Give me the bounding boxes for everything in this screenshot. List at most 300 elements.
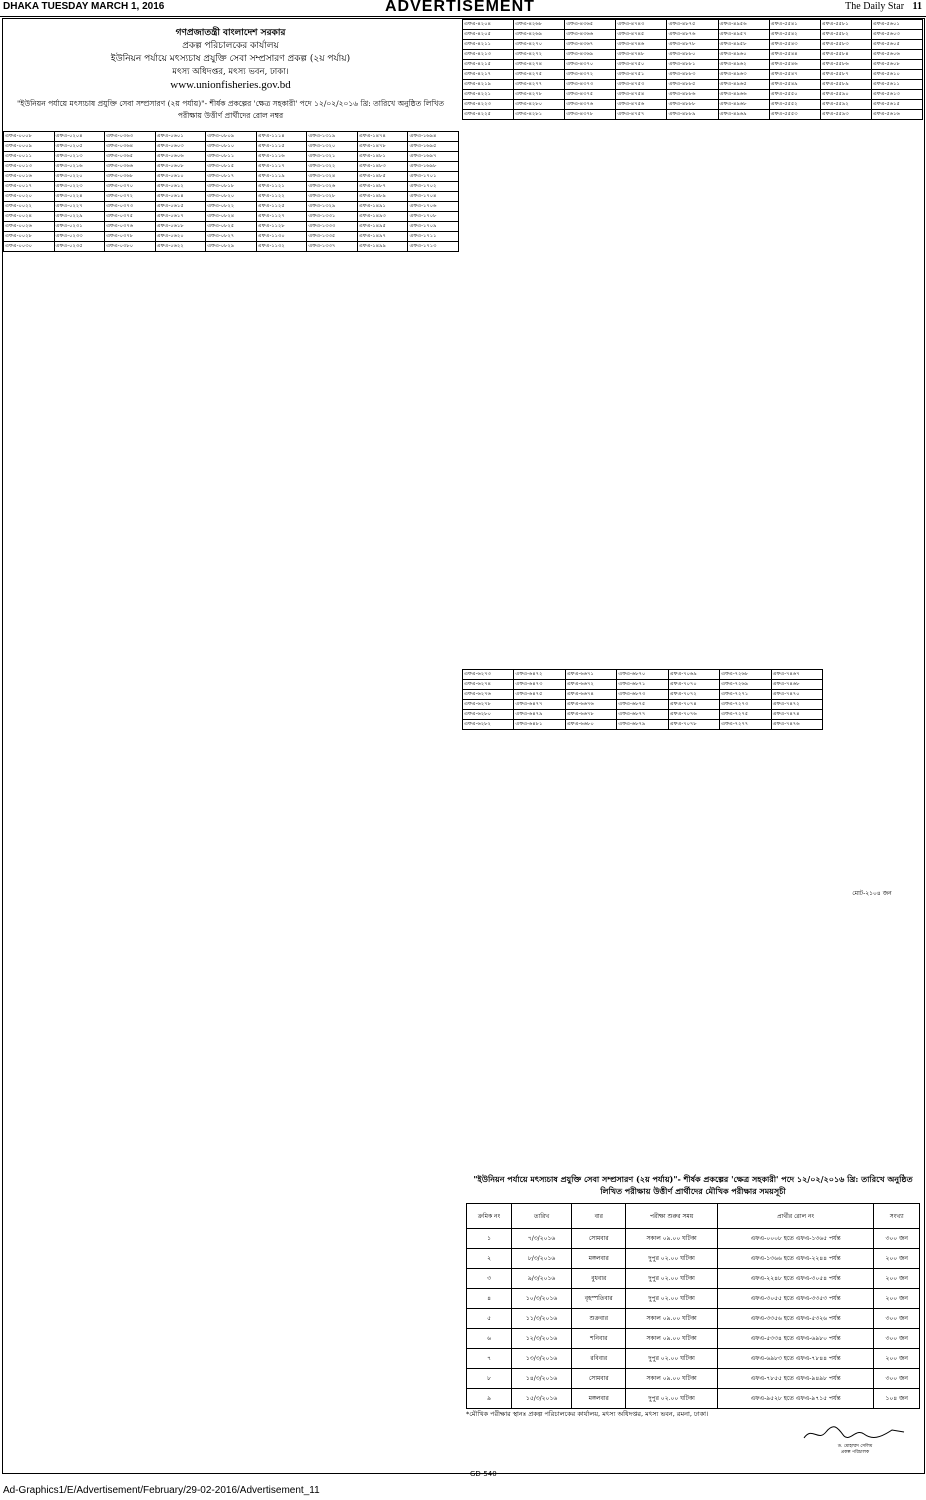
roll-number-cell: এফএ-৭০৭২ bbox=[669, 690, 720, 700]
roll-number-cell: এফএ-০০২২ bbox=[4, 202, 55, 212]
roll-number-cell: এফএ-১৪৮৭ bbox=[358, 182, 409, 192]
roll-number-cell: এফএ-৭২৭৫ bbox=[720, 710, 771, 720]
roll-number-cell: এফএ-০২৩৩ bbox=[55, 232, 106, 242]
roll-number-cell: এফএ-৪২১৩ bbox=[463, 50, 514, 60]
roll-number-cell: এফএ-৫৫৪২ bbox=[770, 30, 821, 40]
roll-number-cell: এফএ-০৩৬৪ bbox=[105, 142, 156, 152]
venue-note: *মৌখিক পরীক্ষার স্থানঃ প্রকল্প পরিচালকের কার্যালয়, মৎস্য অধিদপ্তর, মৎস্য ভবন, রমনা, ঢাকা। bbox=[466, 1410, 709, 1418]
schedule-cell: ৩০০ জন bbox=[874, 1229, 920, 1249]
col-date: তারিখ bbox=[512, 1204, 572, 1229]
signatory-name: ড. মোহাম্মদ সেলিম bbox=[837, 1444, 873, 1449]
page-number: 11 bbox=[912, 1, 922, 12]
roll-number-cell: এফএ-৬৮৭৭ bbox=[617, 710, 668, 720]
roll-number-cell: এফএ-৪২১৯ bbox=[463, 80, 514, 90]
roll-number-cell: এফএ-০০৩০ bbox=[4, 242, 55, 252]
roll-number-cell: এফএ-৭০৬৯ bbox=[669, 670, 720, 680]
col-serial: ক্রমিক নং bbox=[467, 1204, 512, 1229]
roll-number-cell: এফএ-০০০৯ bbox=[4, 142, 55, 152]
roll-number-cell: এফএ-৫৫৯৩ bbox=[821, 110, 872, 120]
roll-number-cell: এফএ-১১৩০ bbox=[257, 232, 308, 242]
paper-name bbox=[845, 1, 922, 12]
roll-number-cell: এফএ-১৭০৪ bbox=[408, 192, 459, 202]
schedule-cell: ৭/৩/২০১৬ bbox=[512, 1229, 572, 1249]
col-count: সংখ্যা bbox=[874, 1204, 920, 1229]
roll-number-cell: এফএ-৫৫৪৭ bbox=[770, 70, 821, 80]
roll-number-cell: এফএ-১৭০৯ bbox=[408, 222, 459, 232]
roll-number-cell: এফএ-৬৬৭২ bbox=[566, 680, 617, 690]
roll-number-cell: এফএ-০৮০৯ bbox=[206, 132, 257, 142]
roll-number-cell: এফএ-৪৯৫৬ bbox=[719, 20, 770, 30]
roll-number-cell: এফএ-৪৮৮৩ bbox=[667, 70, 718, 80]
roll-number-cell: এফএ-০৮২৭ bbox=[206, 232, 257, 242]
roll-number-cell: এফএ-৪৭৪৬ bbox=[616, 40, 667, 50]
schedule-cell: দুপুর ০২.০০ ঘটিকা bbox=[626, 1249, 717, 1269]
roll-number-cell: এফএ-৫৬১৬ bbox=[872, 110, 923, 120]
schedule-cell: ২০০ জন bbox=[874, 1249, 920, 1269]
roll-number-cell: এফএ-৬৮৭১ bbox=[617, 680, 668, 690]
schedule-cell: সোমবার bbox=[572, 1369, 626, 1389]
roll-number-cell: এফএ-১৪৮৯ bbox=[358, 192, 409, 202]
roll-number-cell: এফএ-৪৯৫৮ bbox=[719, 40, 770, 50]
roll-number-cell: এফএ-৪২৭৮ bbox=[514, 90, 565, 100]
roll-number-cell: এফএ-১৭০৮ bbox=[408, 212, 459, 222]
roll-number-cell: এফএ-০০২০ bbox=[4, 192, 55, 202]
roll-number-cell: এফএ-৬৪৭৫ bbox=[514, 690, 565, 700]
roll-number-cell: এফএ-৪২১১ bbox=[463, 40, 514, 50]
roll-number-cell: এফএ-৪৭৫৭ bbox=[616, 110, 667, 120]
roll-number-cell: এফএ-০৬২২ bbox=[156, 242, 207, 252]
roll-number-cell: এফএ-১১২৭ bbox=[257, 212, 308, 222]
roll-number-cell: এফএ-৫৫৮১ bbox=[821, 20, 872, 30]
roll-number-cell: এফএ-৪২৭৭ bbox=[514, 80, 565, 90]
roll-number-cell: এফএ-৪২৭০ bbox=[514, 40, 565, 50]
schedule-cell: দুপুর ০২.০০ ঘটিকা bbox=[626, 1269, 717, 1289]
roll-number-cell: এফএ-৪৩৭৬ bbox=[565, 100, 616, 110]
roll-number-cell: এফএ-৬৪৭৯ bbox=[514, 710, 565, 720]
roll-number-cell: এফএ-৬৬৭৪ bbox=[566, 690, 617, 700]
roll-number-cell: এফএ-৪৭৫১ bbox=[616, 70, 667, 80]
roll-number-cell: এফএ-৫৬০১ bbox=[872, 20, 923, 30]
roll-number-cell: এফএ-১১১৬ bbox=[257, 152, 308, 162]
roll-number-cell: এফএ-৪৭৪৮ bbox=[616, 50, 667, 60]
schedule-cell: ৪ bbox=[467, 1289, 512, 1309]
roll-number-cell: এফএ-৪৮৮৬ bbox=[667, 90, 718, 100]
roll-number-cell: এফএ-১৩২৯ bbox=[307, 202, 358, 212]
roll-number-cell: এফএ-৪৮৮৮ bbox=[667, 100, 718, 110]
project-line: ইউনিয়ন পর্যায়ে মৎস্যচাষ প্রযুক্তি সেবা সম্প্রসারণ প্রকল্প (২য় পর্যায়) bbox=[110, 54, 351, 64]
roll-number-cell: এফএ-৪২৭২ bbox=[514, 50, 565, 60]
roll-number-cell: এফএ-০২১৩ bbox=[55, 152, 106, 162]
roll-number-cell: এফএ-৭২৭৭ bbox=[720, 720, 771, 730]
roll-number-cell: এফএ-৪২৬৯ bbox=[514, 30, 565, 40]
schedule-cell: এফএ-৯৫২৮ হতে এফএ-৯৭১৫ পর্যন্ত bbox=[717, 1389, 874, 1409]
schedule-cell: ৩ bbox=[467, 1269, 512, 1289]
schedule-row bbox=[467, 1249, 920, 1269]
section-title: ADVERTISEMENT bbox=[385, 0, 535, 15]
roll-number-cell: এফএ-০৩৭২ bbox=[105, 192, 156, 202]
roll-number-cell: এফএ-৫৫৪৪ bbox=[770, 50, 821, 60]
roll-number-cell: এফএ-১৪৯৭ bbox=[358, 232, 409, 242]
roll-number-cell: এফএ-০২৩৫ bbox=[55, 242, 106, 252]
schedule-cell: সকাল ০৯.০০ ঘটিকা bbox=[626, 1369, 717, 1389]
roll-number-cell: এফএ-০৬০৩ bbox=[156, 142, 207, 152]
roll-number-cell: এফএ-৫৫৫০ bbox=[770, 90, 821, 100]
roll-number-cell: এফএ-০২২০ bbox=[55, 172, 106, 182]
roll-number-cell: এফএ-৬৪৭৭ bbox=[514, 700, 565, 710]
roll-number-cell: এফএ-৭২৭১ bbox=[720, 690, 771, 700]
roll-number-cell: এফএ-৬৪৭২ bbox=[514, 670, 565, 680]
roll-number-cell: এফএ-০৮২৫ bbox=[206, 222, 257, 232]
roll-number-cell: এফএ-৬৪৭৩ bbox=[514, 680, 565, 690]
roll-number-cell: এফএ-৪২১৭ bbox=[463, 70, 514, 80]
roll-number-cell: এফএ-৭০৭০ bbox=[669, 680, 720, 690]
roll-number-cell: এফএ-৬৮৭৫ bbox=[617, 700, 668, 710]
schedule-cell: ৫ bbox=[467, 1309, 512, 1329]
roll-number-cell: এফএ-০০১৭ bbox=[4, 182, 55, 192]
roll-number-cell: এফএ-১১২৮ bbox=[257, 222, 308, 232]
roll-number-cell: এফএ-৫৫৮৪ bbox=[821, 50, 872, 60]
roll-number-cell: এফএ-০৬১৮ bbox=[156, 222, 207, 232]
roll-number-cell: এফএ-৪৯৬৮ bbox=[719, 100, 770, 110]
footer-path: Ad-Graphics1/E/Advertisement/February/29-02-2016/Advertisement_11 bbox=[3, 1485, 320, 1496]
viva-schedule-table bbox=[466, 1203, 920, 1409]
roll-number-cell: এফএ-৫৫৫৩ bbox=[770, 110, 821, 120]
roll-number-cell: এফএ-১৬৯৮ bbox=[408, 162, 459, 172]
roll-number-cell: এফএ-৬৬৭৮ bbox=[566, 710, 617, 720]
schedule-cell: সকাল ০৯.০০ ঘটিকা bbox=[626, 1309, 717, 1329]
roll-number-cell: এফএ-১৪৯৩ bbox=[358, 212, 409, 222]
roll-number-cell: এফএ-০০১১ bbox=[4, 152, 55, 162]
roll-number-cell: এফএ-০৩৭৬ bbox=[105, 222, 156, 232]
notice-subtitle: "ইউনিয়ন পর্যায়ে মৎস্যচাষ প্রযুক্তি সেবা সম্প্রসারণ (২য় পর্যায়)"- শীর্ষক প্রকল্পের 'ক্ষেত্র সহকারী' পদে ১২/০২/২০১৬ খ্রি: তারিখে অনুষ্ঠিত লিখিত পরীক্ষায় উত্তীর্ণ প্রার্থীদের রোল নম্বর bbox=[16, 99, 445, 120]
roll-number-cell: এফএ-০৬১২ bbox=[156, 182, 207, 192]
schedule-cell: সকাল ০৯.০০ ঘটিকা bbox=[626, 1229, 717, 1249]
roll-number-cell: এফএ-৪৯৬২ bbox=[719, 60, 770, 70]
schedule-cell: বুধবার bbox=[572, 1269, 626, 1289]
roll-number-cell: এফএ-০৩৬৩ bbox=[105, 132, 156, 142]
roll-number-cell: এফএ-৪৩৬৬ bbox=[565, 30, 616, 40]
roll-number-cell: এফএ-০৩৮০ bbox=[105, 242, 156, 252]
roll-number-cell: এফএ-১৪৯১ bbox=[358, 202, 409, 212]
roll-number-cell: এফএ-১৩২৪ bbox=[307, 172, 358, 182]
website-link[interactable]: www.unionfisheries.gov.bd bbox=[170, 79, 291, 91]
roll-number-cell: এফএ-৬৮৭০ bbox=[617, 670, 668, 680]
schedule-row bbox=[467, 1369, 920, 1389]
roll-number-cell: এফএ-৫৫৪১ bbox=[770, 20, 821, 30]
roll-number-cell: এফএ-৫৬০৩ bbox=[872, 30, 923, 40]
roll-number-cell: এফএ-৪২৭৪ bbox=[514, 60, 565, 70]
signature-block bbox=[790, 1444, 920, 1456]
roll-number-cell: এফএ-৫৫৫২ bbox=[770, 100, 821, 110]
roll-number-cell: এফএ-০২৩১ bbox=[55, 222, 106, 232]
roll-number-cell: এফএ-৪৮৭৫ bbox=[667, 20, 718, 30]
schedule-row bbox=[467, 1389, 920, 1409]
schedule-cell: ৮/৩/২০১৬ bbox=[512, 1249, 572, 1269]
roll-number-cell: এফএ-০৩৭৫ bbox=[105, 212, 156, 222]
schedule-cell: সোমবার bbox=[572, 1229, 626, 1249]
schedule-cell: ১০৪ জন bbox=[874, 1389, 920, 1409]
roll-number-cell: এফএ-৬২৭৩ bbox=[463, 670, 514, 680]
roll-number-cell: এফএ-১৩৩৩ bbox=[307, 222, 358, 232]
roll-number-cell: এফএ-৪৯৫৭ bbox=[719, 30, 770, 40]
roll-number-cell: এফএ-১৩২৮ bbox=[307, 192, 358, 202]
roll-number-cell: এফএ-৬২৮২ bbox=[463, 720, 514, 730]
roll-number-cell: এফএ-১৭০১ bbox=[408, 172, 459, 182]
roll-number-cell: এফএ-৫৫৯২ bbox=[821, 100, 872, 110]
roll-number-cell: এফএ-৪৮৭৬ bbox=[667, 30, 718, 40]
roll-number-cell: এফএ-৬৬৭৬ bbox=[566, 700, 617, 710]
dateline: DHAKA TUESDAY MARCH 1, 2016 bbox=[3, 1, 165, 12]
schedule-row bbox=[467, 1349, 920, 1369]
roll-number-cell: এফএ-৪৩৬৫ bbox=[565, 20, 616, 30]
schedule-cell: এফএ-৬৯৮৩ হতে এফএ-৭৮৪৪ পর্যন্ত bbox=[717, 1349, 874, 1369]
roll-number-cell: এফএ-৬৮৭৯ bbox=[617, 720, 668, 730]
schedule-cell: সকাল ০৯.০০ ঘটিকা bbox=[626, 1329, 717, 1349]
roll-number-cell: এফএ-৬২৭৮ bbox=[463, 700, 514, 710]
schedule-cell: ৯/৩/২০১৬ bbox=[512, 1269, 572, 1289]
roll-number-cell: এফএ-০৬১৭ bbox=[156, 212, 207, 222]
roll-number-cell: এফএ-৬৮৭৩ bbox=[617, 690, 668, 700]
roll-number-cell: এফএ-০৬১৫ bbox=[156, 202, 207, 212]
roll-number-cell: এফএ-১৭১১ bbox=[408, 232, 459, 242]
roll-number-cell: এফএ-০২০৫ bbox=[55, 142, 106, 152]
roll-number-cell: এফএ-৫৬১৩ bbox=[872, 90, 923, 100]
roll-number-cell: এফএ-১৩১৯ bbox=[307, 132, 358, 142]
schedule-row bbox=[467, 1269, 920, 1289]
roll-number-cell: এফএ-৪৮৮০ bbox=[667, 50, 718, 60]
roll-number-cell: এফএ-১৪৭৮ bbox=[358, 142, 409, 152]
roll-number-cell: এফএ-১৬৯৭ bbox=[408, 152, 459, 162]
roll-number-cell: এফএ-০৩৬৬ bbox=[105, 162, 156, 172]
roll-number-cell: এফএ-০০১৩ bbox=[4, 162, 55, 172]
roll-number-cell: এফএ-৪২০৪ bbox=[463, 20, 514, 30]
total-count: মোট-২১০৪ জন bbox=[852, 890, 892, 897]
col-time: পরীক্ষা শুরুর সময় bbox=[626, 1204, 717, 1229]
roll-table-left bbox=[3, 131, 459, 252]
roll-number-cell: এফএ-১৪৭৪ bbox=[358, 132, 409, 142]
roll-number-cell: এফএ-৭৪৭৪ bbox=[772, 710, 823, 720]
roll-number-cell: এফএ-৪৩৭০ bbox=[565, 60, 616, 70]
schedule-cell: ১৪/৩/২০১৬ bbox=[512, 1369, 572, 1389]
roll-number-cell: এফএ-৪৭৫৬ bbox=[616, 100, 667, 110]
roll-number-cell: এফএ-০৬২০ bbox=[156, 232, 207, 242]
roll-number-cell: এফএ-১৭১৩ bbox=[408, 242, 459, 252]
schedule-cell: এফএ-৫৩৩৪ হতে এফএ-৬৯৮০ পর্যন্ত bbox=[717, 1329, 874, 1349]
roll-number-cell: এফএ-৭০৭৮ bbox=[669, 720, 720, 730]
roll-number-cell: এফএ-১৪৮১ bbox=[358, 152, 409, 162]
roll-number-cell: এফএ-১১১৭ bbox=[257, 162, 308, 172]
roll-number-cell: এফএ-৪২২৩ bbox=[463, 100, 514, 110]
roll-number-cell: এফএ-৪২৬৮ bbox=[514, 20, 565, 30]
schedule-cell: এফএ-৭৮৫৫ হতে এফএ-৯৪৯৮ পর্যন্ত bbox=[717, 1369, 874, 1389]
roll-number-cell: এফএ-১১৩২ bbox=[257, 242, 308, 252]
schedule-cell: ৩০০ জন bbox=[874, 1369, 920, 1389]
roll-number-cell: এফএ-৭০৭৬ bbox=[669, 710, 720, 720]
schedule-cell: মঙ্গলবার bbox=[572, 1389, 626, 1409]
schedule-cell: ১০/৩/২০১৬ bbox=[512, 1289, 572, 1309]
roll-number-cell: এফএ-৫৫৮৬ bbox=[821, 60, 872, 70]
schedule-cell: দুপুর ০২.০০ ঘটিকা bbox=[626, 1349, 717, 1369]
roll-number-cell: এফএ-০০০৮ bbox=[4, 132, 55, 142]
roll-number-cell: এফএ-৪৯৬০ bbox=[719, 50, 770, 60]
roll-number-cell: এফএ-০৩৬৮ bbox=[105, 172, 156, 182]
roll-number-cell: এফএ-৫৫৯০ bbox=[821, 90, 872, 100]
roll-number-cell: এফএ-৫৫৮৩ bbox=[821, 40, 872, 50]
schedule-cell: ৩০০ জন bbox=[874, 1309, 920, 1329]
dept-line: মৎস্য অধিদপ্তর, মৎস্য ভবন, ঢাকা। bbox=[172, 67, 289, 77]
roll-number-cell: এফএ-০০১৬ bbox=[4, 172, 55, 182]
roll-number-cell: এফএ-৭২৬৮ bbox=[720, 670, 771, 680]
roll-number-cell: এফএ-১১১৫ bbox=[257, 142, 308, 152]
office-line: প্রকল্প পরিচালকের কার্যালয় bbox=[182, 41, 279, 51]
roll-number-cell: এফএ-০৩৭৮ bbox=[105, 232, 156, 242]
roll-number-cell: এফএ-০২২৯ bbox=[55, 212, 106, 222]
roll-number-cell: এফএ-০২২৪ bbox=[55, 192, 106, 202]
roll-number-cell: এফএ-৪২৭৫ bbox=[514, 70, 565, 80]
roll-number-cell: এফএ-০২০৪ bbox=[55, 132, 106, 142]
roll-table-right-top bbox=[462, 19, 923, 120]
roll-number-cell: এফএ-৫৬০৮ bbox=[872, 60, 923, 70]
schedule-cell: ২০০ জন bbox=[874, 1349, 920, 1369]
roll-number-cell: এফএ-৭৪৭০ bbox=[772, 690, 823, 700]
roll-number-cell: এফএ-১৭০৬ bbox=[408, 202, 459, 212]
roll-number-cell: এফএ-৫৫৪৩ bbox=[770, 40, 821, 50]
roll-number-cell: এফএ-৪৯৬৫ bbox=[719, 80, 770, 90]
roll-number-cell: এফএ-৪৭৫৪ bbox=[616, 90, 667, 100]
roll-number-cell: এফএ-০২২৭ bbox=[55, 202, 106, 212]
roll-number-cell: এফএ-৫৬১৫ bbox=[872, 100, 923, 110]
schedule-cell: ২০০ জন bbox=[874, 1269, 920, 1289]
roll-number-cell: এফএ-৪২০৫ bbox=[463, 30, 514, 40]
roll-number-cell: এফএ-০০২৮ bbox=[4, 232, 55, 242]
roll-number-cell: এফএ-৭২৬৯ bbox=[720, 680, 771, 690]
roll-number-cell: এফএ-৫৬১০ bbox=[872, 70, 923, 80]
roll-number-cell: এফএ-৪৭৫০ bbox=[616, 60, 667, 70]
roll-number-cell: এফএ-০৮২২ bbox=[206, 202, 257, 212]
col-roll-range: প্রার্থীর রোল নং bbox=[717, 1204, 874, 1229]
roll-number-cell: এফএ-১৩২০ bbox=[307, 142, 358, 152]
roll-number-cell: এফএ-০৬০৮ bbox=[156, 162, 207, 172]
schedule-cell: ৩০০ জন bbox=[874, 1329, 920, 1349]
roll-number-cell: এফএ-৪২৮১ bbox=[514, 110, 565, 120]
schedule-cell: ৮ bbox=[467, 1369, 512, 1389]
roll-number-cell: এফএ-৬৪৮১ bbox=[514, 720, 565, 730]
govt-line: গণপ্রজাতন্ত্রী বাংলাদেশ সরকার bbox=[175, 28, 286, 38]
roll-number-cell: এফএ-৪৮৮১ bbox=[667, 60, 718, 70]
roll-number-cell: এফএ-৬২৮০ bbox=[463, 710, 514, 720]
roll-number-cell: এফএ-৪৮৮৫ bbox=[667, 80, 718, 90]
roll-number-cell: এফএ-১৩৩১ bbox=[307, 212, 358, 222]
roll-number-cell: এফএ-০২১৬ bbox=[55, 162, 106, 172]
ad-code: GD-540 bbox=[470, 1470, 497, 1478]
roll-number-cell: এফএ-৪২২৫ bbox=[463, 110, 514, 120]
schedule-cell: ১৩/৩/২০১৬ bbox=[512, 1349, 572, 1369]
roll-number-cell: এফএ-৫৫৮২ bbox=[821, 30, 872, 40]
roll-number-cell: এফএ-০২২৩ bbox=[55, 182, 106, 192]
schedule-title: "ইউনিয়ন পর্যায়ে মৎস্যচাষ প্রযুক্তি সেবা সম্প্রসারণ (২য় পর্যায়)"- শীর্ষক প্রকল্পের 'ক্ষেত্র সহকারী' পদে ১২/০২/২০১৬ খ্রি: তারিখে অনুষ্ঠিত লিখিত পরীক্ষায় উত্তীর্ণ প্রার্থীদের মৌখিক পরীক্ষার সময়সূচী bbox=[473, 1174, 913, 1196]
roll-number-cell: এফএ-১৩২৬ bbox=[307, 182, 358, 192]
schedule-cell: দুপুর ০২.০০ ঘটিকা bbox=[626, 1389, 717, 1409]
roll-number-cell: এফএ-৭৪৭২ bbox=[772, 700, 823, 710]
roll-number-cell: এফএ-৬৬৭১ bbox=[566, 670, 617, 680]
schedule-row bbox=[467, 1289, 920, 1309]
roll-number-cell: এফএ-৪৩৬৭ bbox=[565, 40, 616, 50]
roll-number-cell: এফএ-১১২২ bbox=[257, 192, 308, 202]
roll-number-cell: এফএ-০৮১৭ bbox=[206, 172, 257, 182]
roll-number-cell: এফএ-৪৩৬৯ bbox=[565, 50, 616, 60]
roll-number-cell: এফএ-৪৮৮৯ bbox=[667, 110, 718, 120]
roll-number-cell: এফএ-৪৯৬৯ bbox=[719, 110, 770, 120]
roll-number-cell: এফএ-১১২১ bbox=[257, 182, 308, 192]
roll-number-cell: এফএ-০৬০১ bbox=[156, 132, 207, 142]
roll-number-cell: এফএ-০৮২০ bbox=[206, 192, 257, 202]
roll-number-cell: এফএ-৫৬০৫ bbox=[872, 40, 923, 50]
roll-number-cell: এফএ-০৩৬৫ bbox=[105, 152, 156, 162]
roll-number-cell: এফএ-১৬৯৫ bbox=[408, 142, 459, 152]
roll-number-cell: এফএ-০৮২৪ bbox=[206, 212, 257, 222]
schedule-row bbox=[467, 1329, 920, 1349]
roll-number-cell: এফএ-৭৪৬৭ bbox=[772, 670, 823, 680]
schedule-cell: ১২/৩/২০১৬ bbox=[512, 1329, 572, 1349]
roll-number-cell: এফএ-০০২৬ bbox=[4, 222, 55, 232]
roll-number-cell: এফএ-৫৫৪৬ bbox=[770, 60, 821, 70]
roll-number-cell: এফএ-৭৪৬৮ bbox=[772, 680, 823, 690]
roll-number-cell: এফএ-১৩২১ bbox=[307, 152, 358, 162]
roll-number-cell: এফএ-৬২৭৬ bbox=[463, 690, 514, 700]
schedule-cell: ৭ bbox=[467, 1349, 512, 1369]
roll-number-cell: এফএ-৪২৮০ bbox=[514, 100, 565, 110]
paper-title: The Daily Star bbox=[845, 1, 905, 12]
roll-number-cell: এফএ-১৬৯৪ bbox=[408, 132, 459, 142]
schedule-cell: ১৫/৩/২০১৬ bbox=[512, 1389, 572, 1409]
roll-number-cell: এফএ-১৪৮৫ bbox=[358, 172, 409, 182]
roll-number-cell: এফএ-৪৩৭৮ bbox=[565, 110, 616, 120]
roll-number-cell: এফএ-১৭০২ bbox=[408, 182, 459, 192]
roll-number-cell: এফএ-৬৬৮০ bbox=[566, 720, 617, 730]
roll-number-cell: এফএ-৪২১৫ bbox=[463, 60, 514, 70]
roll-number-cell: এফএ-০৮১৫ bbox=[206, 162, 257, 172]
roll-number-cell: এফএ-১৪৮৩ bbox=[358, 162, 409, 172]
roll-number-cell: এফএ-০৬১৪ bbox=[156, 192, 207, 202]
schedule-cell: এফএ-৩৩৫৬ হতে এফএ-৫৩২৬ পর্যন্ত bbox=[717, 1309, 874, 1329]
roll-number-cell: এফএ-৪৯৬৬ bbox=[719, 90, 770, 100]
roll-number-cell: এফএ-৭২৭৩ bbox=[720, 700, 771, 710]
roll-number-cell: এফএ-৫৫৪৯ bbox=[770, 80, 821, 90]
roll-number-cell: এফএ-০৩৭৩ bbox=[105, 202, 156, 212]
roll-number-cell: এফএ-৫৫৮৭ bbox=[821, 70, 872, 80]
roll-table-right-bottom bbox=[462, 669, 823, 730]
col-day: বার bbox=[572, 1204, 626, 1229]
roll-number-cell: এফএ-৫৬১১ bbox=[872, 80, 923, 90]
roll-number-cell: এফএ-৪৮৭৮ bbox=[667, 40, 718, 50]
roll-number-cell: এফএ-৪৩৭৫ bbox=[565, 90, 616, 100]
schedule-cell: এফএ-৩০৫৫ হতে এফএ-৩৩৫৩ পর্যন্ত bbox=[717, 1289, 874, 1309]
roll-number-cell: এফএ-৫৫৮৯ bbox=[821, 80, 872, 90]
roll-number-cell: এফএ-৪৭৫৩ bbox=[616, 80, 667, 90]
roll-number-cell: এফএ-১১১৪ bbox=[257, 132, 308, 142]
roll-number-cell: এফএ-৪৩৭৩ bbox=[565, 80, 616, 90]
roll-number-cell: এফএ-৪২২১ bbox=[463, 90, 514, 100]
schedule-row bbox=[467, 1309, 920, 1329]
schedule-cell: রবিবার bbox=[572, 1349, 626, 1369]
roll-number-cell: এফএ-৫৬০৬ bbox=[872, 50, 923, 60]
roll-number-cell: এফএ-৭০৭৪ bbox=[669, 700, 720, 710]
signature-image bbox=[800, 1422, 910, 1444]
signatory-title: প্রকল্প পরিচালক bbox=[840, 1450, 870, 1455]
schedule-cell: ১ bbox=[467, 1229, 512, 1249]
schedule-cell: এফএ-২২৪৮ হতে এফএ-৩০৫৪ পর্যন্ত bbox=[717, 1269, 874, 1289]
notice-header bbox=[3, 19, 458, 132]
